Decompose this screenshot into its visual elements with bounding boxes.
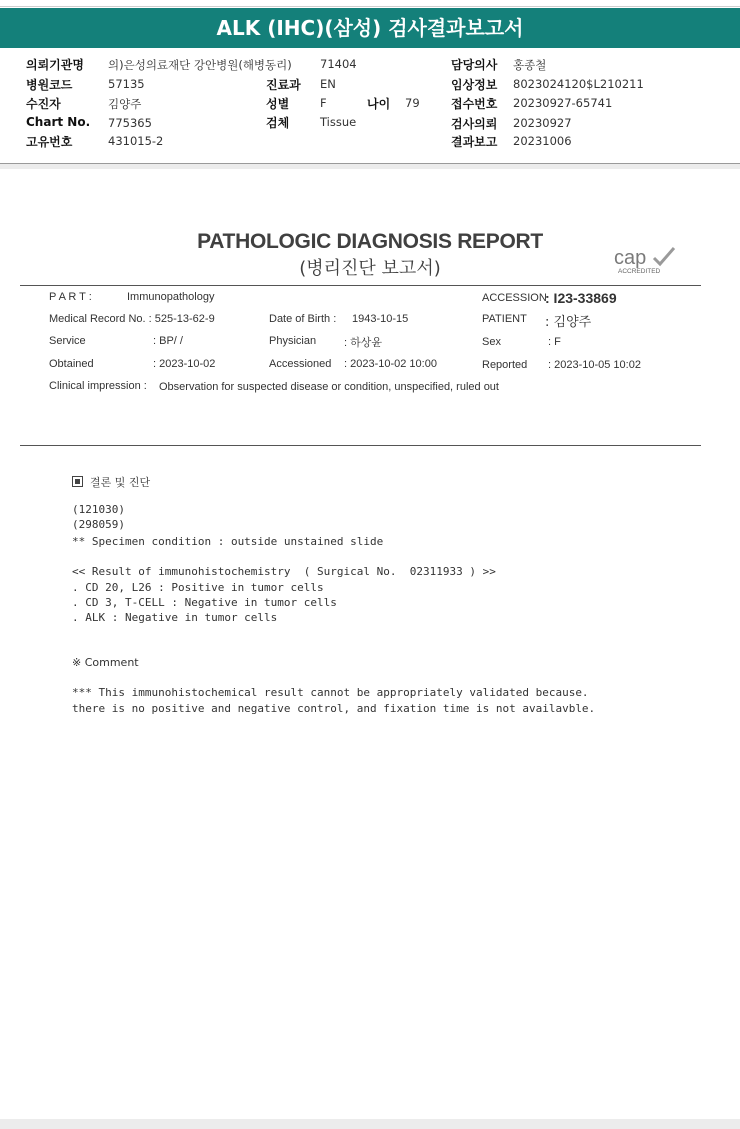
report-title: ALK (IHC)(삼성) 검사결과보고서	[216, 16, 524, 40]
cap-logo-text: cap	[614, 247, 647, 269]
body-line: . ALK : Negative in tumor cells	[72, 611, 278, 624]
dept-label: 진료과	[266, 78, 301, 92]
top-border	[0, 0, 740, 7]
reported-value: : 2023-10-05 10:02	[548, 359, 641, 371]
age-value: 79	[405, 96, 420, 110]
cap-accredited-logo	[606, 244, 686, 276]
body-line: ** Specimen condition : outside unstained slide	[72, 535, 384, 548]
hospital-code-value: 57135	[108, 77, 145, 91]
sex-field-label: Sex	[482, 336, 501, 348]
header-shadow	[0, 164, 740, 169]
service-label: Service	[49, 335, 86, 347]
accessioned-value: : 2023-10-02 10:00	[344, 358, 437, 370]
chart-label: Chart No.	[26, 115, 91, 129]
age-label: 나이	[367, 97, 391, 111]
institution-code: 71404	[320, 57, 357, 71]
report-divider-bottom	[20, 445, 701, 446]
comment-line: *** This immunohistochemical result cannot be appropriately validated because.	[72, 686, 589, 699]
square-bullet-icon	[72, 476, 83, 487]
sex-label: 성별	[266, 97, 290, 111]
receipt-value: 20230927-65741	[513, 96, 613, 110]
institution-label: 의뢰기관명	[26, 58, 84, 72]
reported-label: Reported	[482, 359, 528, 371]
dob-label: Date of Birth :	[269, 313, 337, 325]
impression-label: Clinical impression :	[49, 380, 147, 392]
pathology-report-title: PATHOLOGIC DIAGNOSIS REPORT	[197, 230, 543, 253]
sex-value: F	[320, 96, 327, 110]
body-line: << Result of immunohistochemistry ( Surgical No. 02311933 ) >>	[72, 565, 496, 578]
unique-value: 431015-2	[108, 134, 164, 148]
part-value: Immunopathology	[127, 291, 215, 303]
request-label: 검사의뢰	[451, 117, 498, 131]
obtained-value: : 2023-10-02	[153, 358, 216, 370]
impression-value: Observation for suspected disease or condition, unspecified, ruled out	[159, 381, 499, 393]
doctor-value: 홍종철	[513, 58, 547, 72]
conclusion-heading	[72, 474, 150, 490]
cap-accredited-text: ACCREDITED	[618, 268, 661, 275]
pathology-report-subtitle: (병리진단 보고서)	[299, 258, 441, 279]
physician-label: Physician	[269, 335, 317, 347]
report-title-bar	[0, 8, 740, 48]
institution-value: 의)은성의료재단 강안병원(해병동리)	[108, 58, 292, 72]
patient-field-label: PATIENT	[482, 313, 527, 325]
checkmark-icon	[654, 248, 674, 264]
service-value: : BP/ /	[153, 335, 183, 347]
physician-value: : 하상윤	[344, 337, 382, 349]
conclusion-heading-text: 결론 및 진단	[90, 476, 151, 489]
patient-label: 수진자	[26, 97, 61, 111]
patient-value: 김양주	[108, 97, 142, 111]
part-label: P A R T :	[49, 291, 92, 303]
clinical-value: 8023024120$L210211	[513, 77, 644, 91]
mrn-label: Medical Record No. : 525-13-62-9	[49, 313, 215, 325]
dob-value: 1943-10-15	[352, 313, 409, 325]
unique-label: 고유번호	[26, 135, 73, 149]
receipt-label: 접수번호	[451, 97, 498, 111]
chart-value: 775365	[108, 116, 152, 130]
doctor-label: 담당의사	[451, 58, 498, 72]
specimen-value: Tissue	[320, 115, 357, 129]
comment-line: there is no positive and negative control, and fixation time is not availavble.	[72, 702, 596, 715]
body-line: . CD 20, L26 : Positive in tumor cells	[72, 581, 324, 594]
patient-field-value: : 김양주	[545, 315, 592, 330]
obtained-label: Obtained	[49, 358, 94, 370]
accession-value: : I23-33869	[545, 290, 617, 306]
body-line: (121030)	[72, 503, 125, 516]
clinical-label: 임상정보	[451, 78, 498, 92]
accessioned-label: Accessioned	[269, 358, 332, 370]
result-label: 결과보고	[451, 135, 498, 149]
accession-label: ACCESSION	[482, 292, 547, 304]
sex-field-value: : F	[548, 336, 561, 348]
body-line: (298059)	[72, 518, 125, 531]
hospital-code-label: 병원코드	[26, 78, 73, 92]
specimen-label: 검체	[266, 116, 290, 130]
dept-value: EN	[320, 77, 336, 91]
request-value: 20230927	[513, 116, 572, 130]
comment-heading: ※ Comment	[72, 656, 139, 669]
result-value: 20231006	[513, 134, 572, 148]
report-divider-top	[20, 285, 701, 286]
body-line: . CD 3, T-CELL : Negative in tumor cells	[72, 596, 337, 609]
bottom-border	[0, 1119, 740, 1129]
